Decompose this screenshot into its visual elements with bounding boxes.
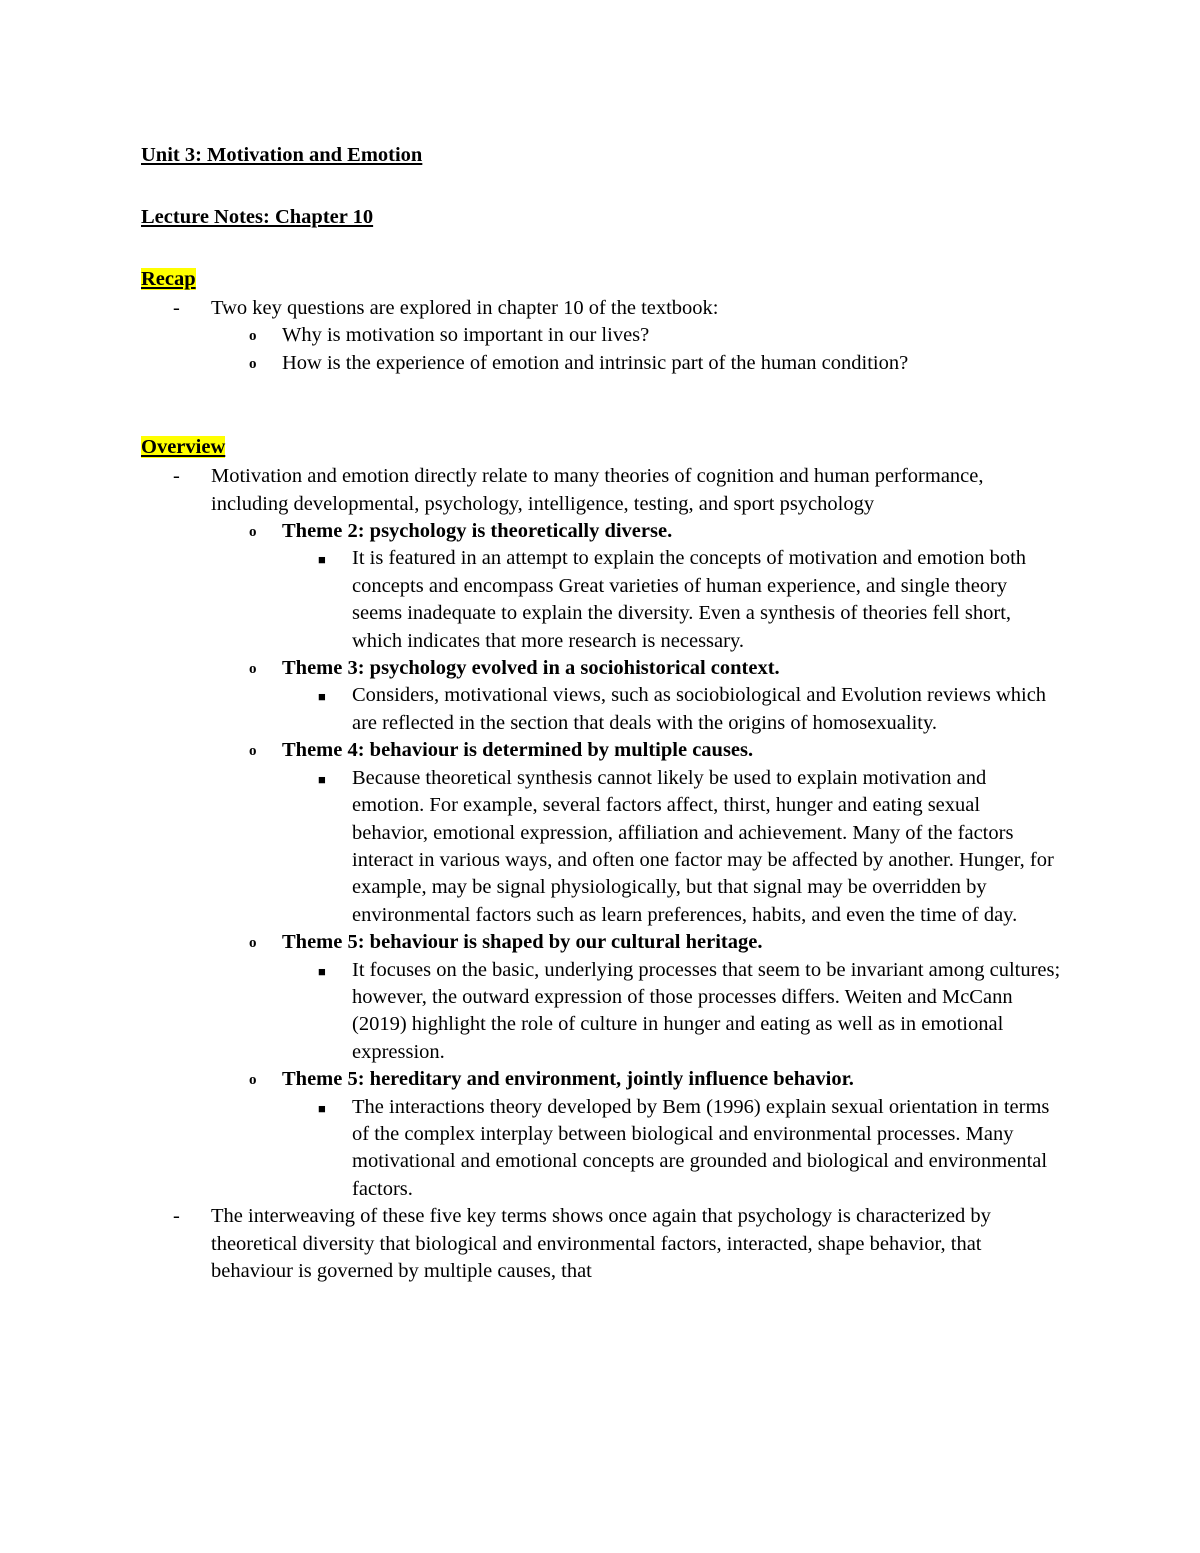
recap-section — [141, 264, 1061, 377]
recap-question-item — [141, 350, 1061, 377]
overview-heading — [141, 432, 1061, 463]
theme-body: The interactions theory developed by Bem (1996) explain sexual orientation in terms of the complex interplay between biological and environmental processes. Many motivational and emotional concepts are grounded and biological and environmental factors. — [352, 1095, 1050, 1200]
theme-title-item — [141, 518, 1061, 545]
unit-title: Unit 3: Motivation and Emotion — [141, 144, 423, 166]
theme-body: It is featured in an attempt to explain the concepts of motivation and emotion both concepts and encompass Great varieties of human experience, and single theory seems inadequate to explain the diversity. Even a synthesis of theories fell short, which indicates that more research is necessary. — [352, 547, 1027, 652]
theme-title: Theme 5: behaviour is shaped by our cultural heritage. — [282, 931, 763, 954]
recap-question-item — [141, 322, 1061, 349]
document-content — [141, 140, 1061, 1285]
recap-heading — [141, 264, 1061, 295]
dash-bullet: - — [173, 297, 180, 319]
overview-closing-item — [141, 1203, 1061, 1285]
circle-bullet: o — [249, 743, 257, 760]
theme-title-item — [141, 655, 1061, 682]
circle-bullet: o — [249, 661, 257, 678]
recap-heading-text: Recap — [141, 268, 196, 290]
recap-question-text: How is the experience of emotion and intrinsic part of the human condition? — [282, 351, 909, 374]
theme-title: Theme 3: psychology evolved in a sociohistorical context. — [282, 657, 780, 680]
theme-body-item — [141, 765, 1061, 929]
dash-bullet: - — [173, 1205, 180, 1228]
overview-heading-text: Overview — [141, 436, 226, 459]
square-bullet: ■ — [318, 689, 326, 705]
theme-body: It focuses on the basic, underlying processes that seem to be invariant among cultures; however, the outward expression of those processes differs. Weiten and McCann (2019) highlight the role of culture in hunger and eating as well as in emotional expression. — [352, 958, 1061, 1063]
overview-closing-text: The interweaving of these five key terms shows once again that psychology is characterized by theoretical diversity that biological and environmental factors, interacted, shape behavior, that behaviour is governed by multiple causes, that — [211, 1205, 991, 1282]
square-bullet: ■ — [318, 771, 326, 787]
circle-bullet: o — [249, 935, 257, 952]
circle-bullet: o — [249, 524, 257, 541]
theme-body: Considers, motivational views, such as sociobiological and Evolution reviews which are reflected in the section that deals with the origins of homosexuality. — [352, 684, 1047, 734]
theme-body-item — [141, 545, 1061, 655]
theme-body: Because theoretical synthesis cannot likely be used to explain motivation and emotion. For example, several factors affect, thirst, hunger and eating sexual behavior, emotional expression, affiliation and achievement. Many of the factors interact in various ways, and often one factor may be affected by another. Hunger, for example, may be signal physiologically, but that signal may be overridden by environmental factors such as learn preferences, habits, and even the time of day. — [352, 766, 1054, 926]
square-bullet: ■ — [318, 1100, 326, 1116]
circle-bullet: o — [249, 355, 257, 372]
recap-question-text: Why is motivation so important in our lives? — [282, 324, 650, 347]
theme-title-item — [141, 737, 1061, 764]
square-bullet: ■ — [318, 963, 326, 979]
dash-bullet: - — [173, 465, 180, 488]
theme-body-item — [141, 1094, 1061, 1204]
overview-intro-text: Motivation and emotion directly relate to many theories of cognition and human performance, including developmental, psychology, intelligence, testing, and sport psychology — [211, 465, 984, 515]
overview-section — [141, 432, 1061, 1285]
theme-title: Theme 4: behaviour is determined by multiple causes. — [282, 739, 754, 762]
theme-body-item — [141, 957, 1061, 1067]
theme-title-item — [141, 929, 1061, 956]
square-bullet: ■ — [318, 552, 326, 568]
theme-body-item — [141, 682, 1061, 737]
circle-bullet: o — [249, 1072, 257, 1089]
overview-intro-item — [141, 463, 1061, 518]
lecture-title: Lecture Notes: Chapter 10 — [141, 206, 374, 228]
recap-intro-text: Two key questions are explored in chapter 10 of the textbook: — [211, 297, 719, 319]
circle-bullet: o — [249, 328, 257, 345]
theme-title: Theme 5: hereditary and environment, jointly influence behavior. — [282, 1068, 854, 1091]
recap-intro-item — [141, 295, 1061, 322]
theme-title-item — [141, 1066, 1061, 1093]
theme-title: Theme 2: psychology is theoretically diverse. — [282, 520, 673, 543]
